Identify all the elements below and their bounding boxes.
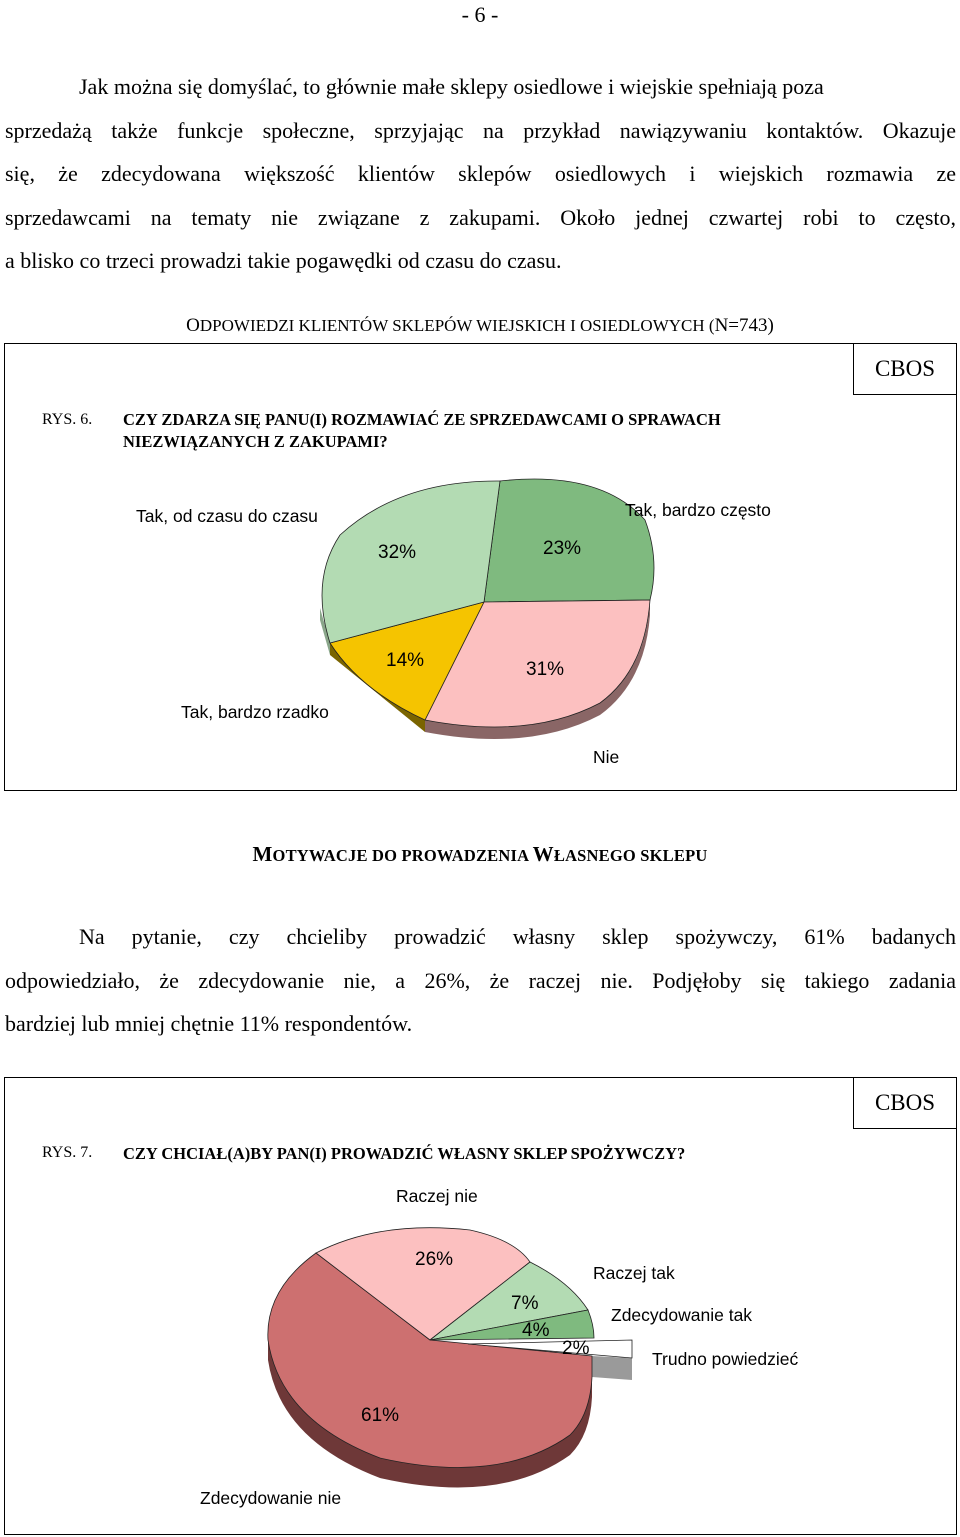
pie1-value-od-czasu: 32% xyxy=(378,542,417,563)
pie2-label-zdecydowanie-tak: Zdecydowanie tak xyxy=(611,1305,753,1325)
figure1-question xyxy=(123,409,843,453)
pie1-value-bardzo-rzadko: 14% xyxy=(386,650,425,671)
section-heading: MOTYWACJE DO PROWADZENIA WŁASNEGO SKLEPU xyxy=(252,842,708,866)
paragraph-line: a blisko co trzeci prowadzi takie pogawędki od czasu do czasu. xyxy=(5,248,562,273)
pie2-label-zdecydowanie-nie: Zdecydowanie nie xyxy=(200,1488,342,1508)
pie2-label-trudno: Trudno powiedzieć xyxy=(652,1349,799,1369)
page-number: - 6 - xyxy=(461,2,499,27)
figure1-question-line1: CZY ZDARZA SIĘ PANU(I) ROZMAWIAĆ ZE SPRZEDAWCAMI O SPRAWACH xyxy=(123,410,721,429)
intro-paragraph xyxy=(5,65,956,283)
paragraph-line: sprzedażą także funkcje społeczne, sprzyjając na przykład nawiązywaniu kontaktów. Okazuje xyxy=(5,117,956,143)
pie2-label-raczej-nie: Raczej nie xyxy=(396,1186,478,1206)
figure2-number: RYS. 7. xyxy=(42,1144,93,1161)
pie1-label-od-czasu: Tak, od czasu do czasu xyxy=(136,506,318,526)
figure1-number: RYS. 6. xyxy=(42,411,93,428)
pie2-value-zdecydowanie-tak: 4% xyxy=(522,1320,550,1341)
pie2-value-raczej-nie: 26% xyxy=(415,1249,454,1270)
paragraph-line: Jak można się domyślać, to głównie małe sklepy osiedlowe i wiejskie spełniają poza xyxy=(79,74,824,99)
figure2-cbos-label: CBOS xyxy=(853,1077,957,1129)
paragraph-line: Na pytanie, czy chcieliby prowadzić własny sklep spożywczy, 61% badanych xyxy=(79,924,956,949)
motivation-paragraph xyxy=(5,915,956,1046)
pie2-value-raczej-tak: 7% xyxy=(511,1293,539,1314)
pie2-value-trudno: 2% xyxy=(562,1338,590,1359)
paragraph-line: odpowiedziało, że zdecydowanie nie, a 26%, że raczej nie. Podjęłoby się takiego zadania xyxy=(5,967,956,993)
pie1-label-nie: Nie xyxy=(593,747,620,767)
figure2-question: CZY CHCIAŁ(A)BY PAN(I) PROWADZIĆ WŁASNY SKLEP SPOŻYWCZY? xyxy=(123,1144,686,1163)
paragraph-line: bardziej lub mniej chętnie 11% respondentów. xyxy=(5,1011,413,1036)
figure1-question-line2: NIEZWIĄZANYCH Z ZAKUPAMI? xyxy=(123,432,388,451)
pie2-value-zdecydowanie-nie: 61% xyxy=(361,1405,400,1426)
figure1-cbos-label: CBOS xyxy=(853,343,957,395)
figure1-caption: ODPOWIEDZI KLIENTÓW SKLEPÓW WIEJSKICH I OSIEDLOWYCH (N=743) xyxy=(186,315,774,336)
pie2-depth-trudno xyxy=(592,1356,632,1380)
pie1-label-bardzo-rzadko: Tak, bardzo rzadko xyxy=(181,702,329,722)
pie1-label-bardzo-czesto: Tak, bardzo często xyxy=(625,500,771,520)
paragraph-line: sprzedawcami na tematy nie związane z zakupami. Około jednej czwartej robi to często, xyxy=(5,204,956,230)
pie1-value-nie: 31% xyxy=(526,659,565,680)
paragraph-line: się, że zdecydowana większość klientów sklepów osiedlowych i wiejskich rozmawia ze xyxy=(5,161,956,186)
figure2-pie-chart xyxy=(0,1220,960,1510)
pie2-label-raczej-tak: Raczej tak xyxy=(593,1263,675,1283)
pie1-value-bardzo-czesto: 23% xyxy=(543,538,582,559)
